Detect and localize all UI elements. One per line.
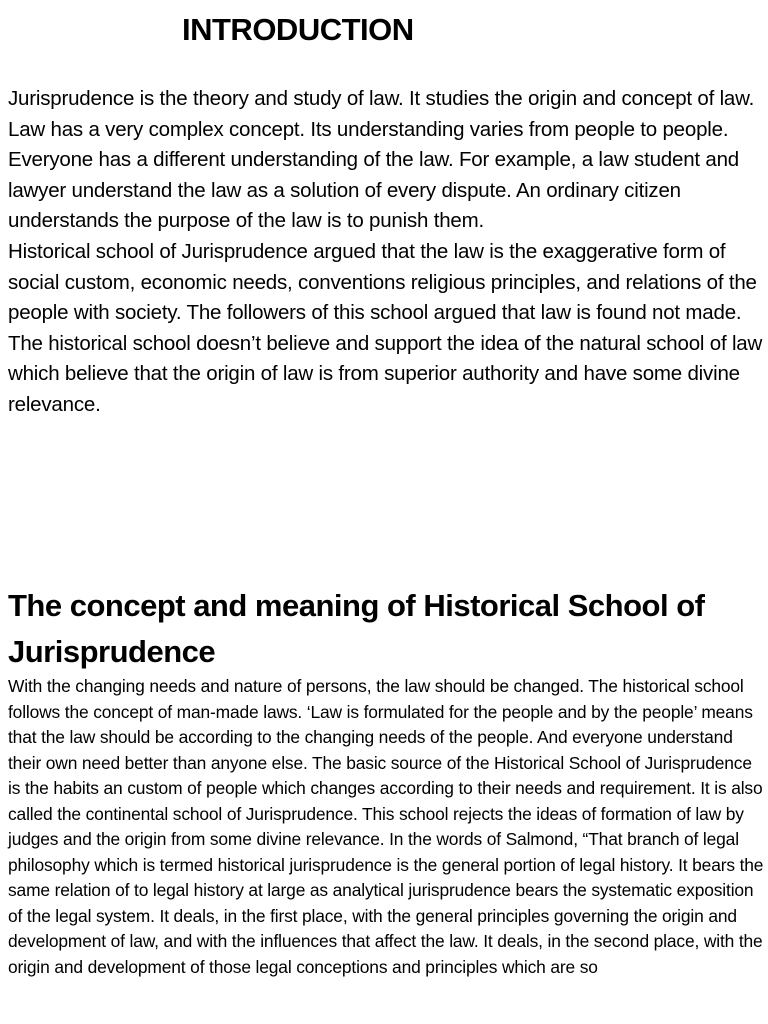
- introduction-body: [8, 84, 766, 421]
- introduction-title: INTRODUCTION: [182, 12, 414, 47]
- section-paragraph: With the changing needs and nature of persons, the law should be changed. The historical school follows the concept of man-made laws. ‘Law is formulated for the people and by the people’ means that the law should be according to the changing needs of the people. And everyone understand their own need better than anyone else. The basic source of the Historical School of Jurisprudence is the habits an custom of people which changes according to their needs and requirement. It is also called the continental school of Jurisprudence. This school rejects the ideas of formation of law by judges and the origin from some divine relevance. In the words of Salmond, “That branch of legal philosophy which is termed historical jurisprudence is the general portion of legal history. It bears the same relation of to legal history at large as analytical jurisprudence bears the systematic exposition of the legal system. It deals, in the first place, with the general principles governing the origin and development of law, and with the influences that affect the law. It deals, in the second place, with the origin and development of those legal conceptions and principles which are so: [8, 676, 764, 977]
- section-heading: The concept and meaning of Historical School of Jurisprudence: [8, 588, 705, 669]
- introduction-paragraph-1: Jurisprudence is the theory and study of law. It studies the origin and concept of law. Law has a very complex concept. Its understanding varies from people to people. Everyone has a different understanding of the law. For example, a law student and lawyer understand the law as a solution of every dispute. An ordinary citizen understands the purpose of the law is to punish them.: [8, 87, 755, 233]
- introduction-paragraph-2: Historical school of Jurisprudence argued that the law is the exaggerative form of social custom, economic needs, conventions religious principles, and relations of the people with society. The followers of this school argued that law is found not made. The historical school doesn’t believe and support the idea of the natural school of law which believe that the origin of law is from superior authority and have some divine relevance.: [8, 239, 763, 416]
